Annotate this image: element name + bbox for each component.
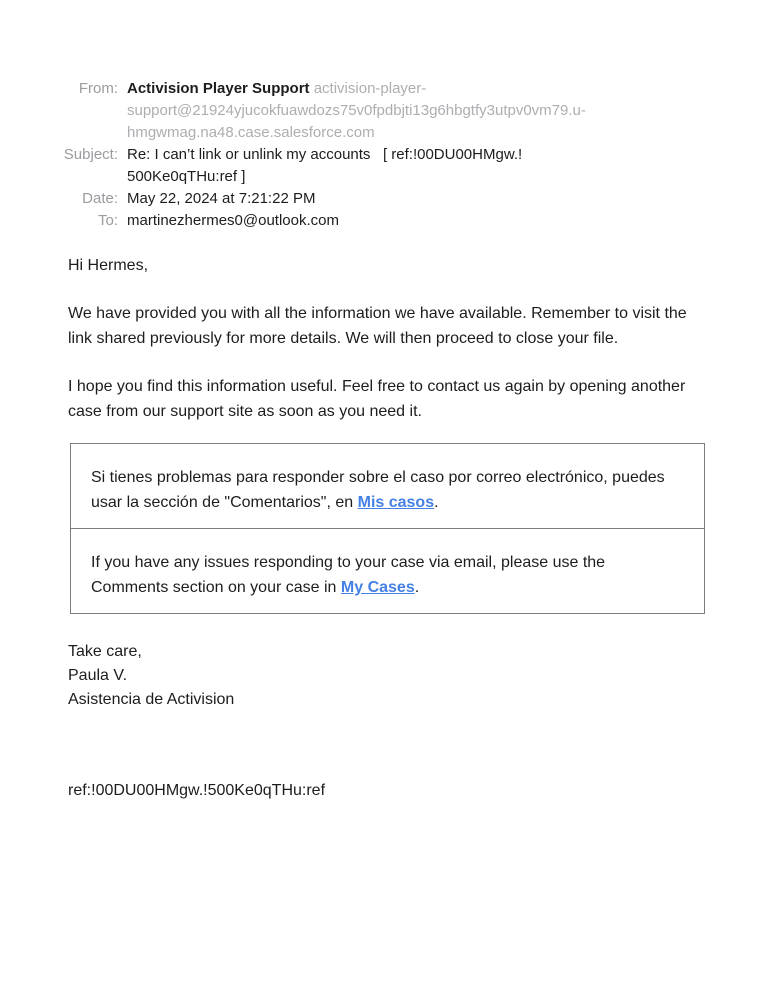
header-row-from — [55, 78, 710, 144]
header-row-date — [55, 188, 710, 210]
email-body — [68, 253, 705, 424]
from-sender-name[interactable]: Activision Player Support — [127, 80, 310, 97]
email-signature — [68, 640, 705, 712]
notice-english-period: . — [414, 579, 420, 596]
header-row-subject — [55, 144, 710, 188]
from-label: From: — [78, 80, 118, 97]
signature-agent-name: Paula V. — [68, 667, 128, 684]
to-recipient-address[interactable]: martinezhermes0@outlook.com — [127, 212, 339, 229]
from-value — [127, 78, 710, 144]
greeting-text: Hi Hermes, — [68, 257, 149, 274]
date-label: Date: — [82, 190, 118, 207]
from-sender-address-part1[interactable]: activision-player- — [313, 80, 427, 97]
from-sender-address-part2[interactable]: support@21924yjucokfuawdozs75v0fpdbjti13g6hbgtfy3utpv0vm79.u- — [127, 102, 586, 119]
case-notice-table — [70, 443, 705, 614]
subject-line1: Re: I can’t link or unlink my accounts [ ref:!00DU00HMgw.! — [127, 146, 523, 163]
to-label: To: — [97, 212, 118, 229]
notice-box-english — [71, 528, 704, 613]
email-header — [55, 0, 710, 232]
signature-team-name: Asistencia de Activision — [68, 691, 235, 708]
notice-spanish-period: . — [434, 494, 439, 511]
body-paragraph-1: We have provided you with all the information we have available. Remember to visit the link shared previously for more details. We will then proceed to close your file. — [68, 305, 687, 347]
subject-line2: 500Ke0qTHu:ref ] — [127, 168, 246, 185]
from-sender-address-part3[interactable]: hmgwmag.na48.case.salesforce.com — [127, 124, 375, 141]
notice-box-spanish — [71, 444, 704, 528]
date-value: May 22, 2024 at 7:21:22 PM — [127, 190, 316, 207]
mis-casos-link[interactable]: Mis casos — [357, 494, 435, 511]
my-cases-link[interactable]: My Cases — [340, 579, 415, 596]
subject-label: Subject: — [63, 146, 118, 163]
notice-english-text: If you have any issues responding to your case via email, please use the Comments section on your case in — [91, 554, 606, 596]
subject-value — [127, 144, 710, 188]
notice-spanish-text: Si tienes problemas para responder sobre el caso por correo electrónico, puedes usar la sección de "Comentarios", en — [91, 469, 665, 511]
signature-closing: Take care, — [68, 643, 142, 660]
body-paragraph-2: I hope you find this information useful. Feel free to contact us again by opening another case from our support site as soon as you need it. — [68, 378, 686, 420]
thread-ref-code: ref:!00DU00HMgw.!500Ke0qTHu:ref — [68, 782, 326, 799]
header-row-to — [55, 210, 710, 232]
